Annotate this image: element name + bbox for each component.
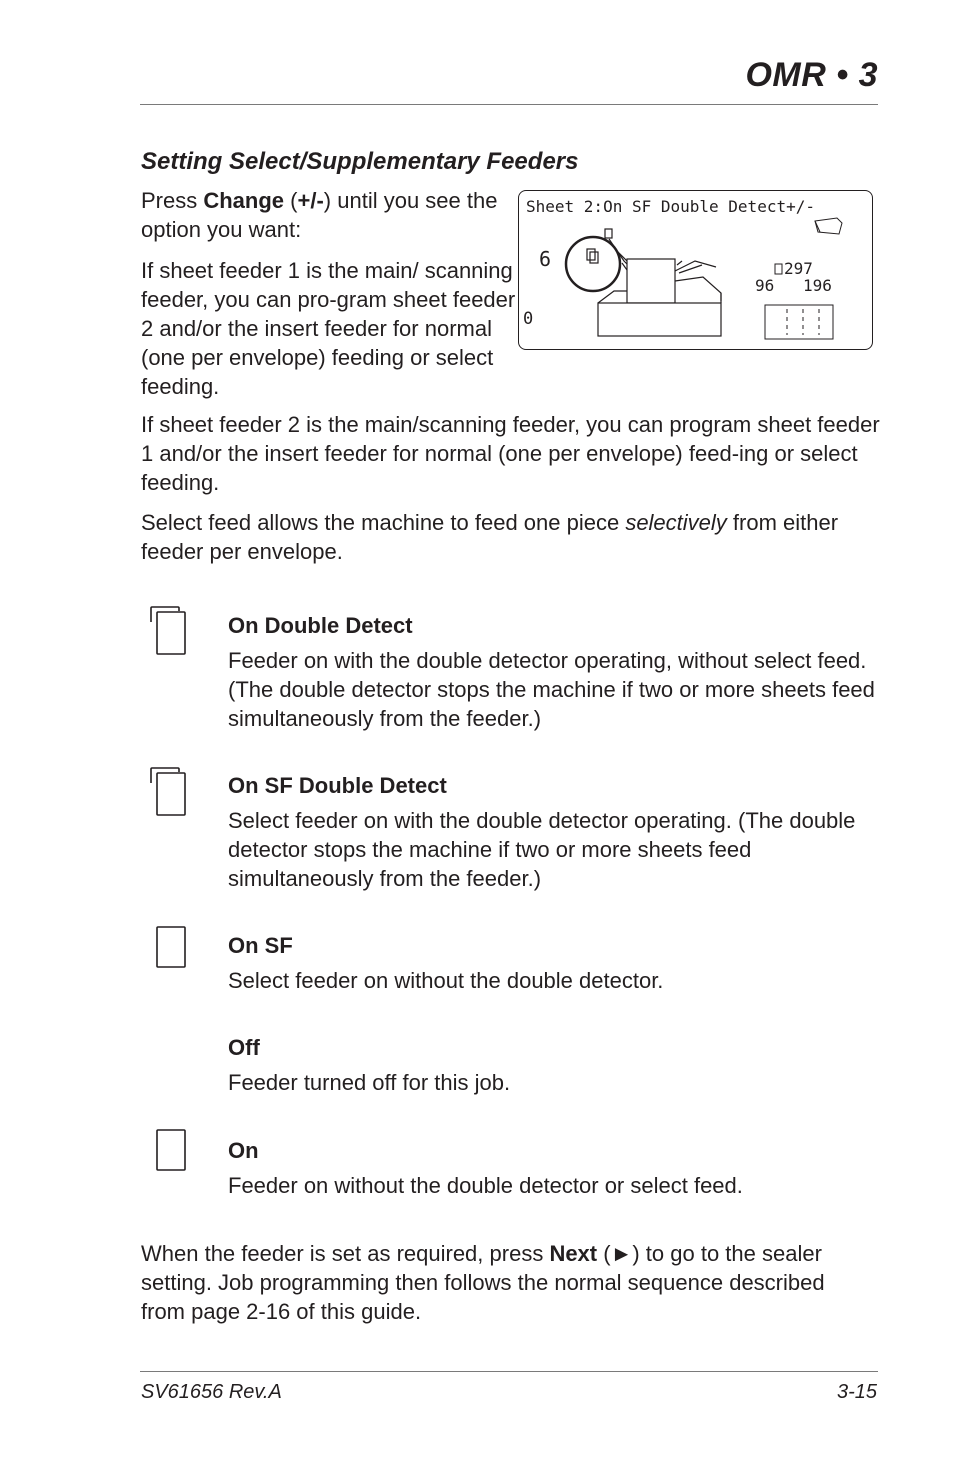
select-feed-paragraph	[141, 508, 881, 566]
lcd-bottom-left-number: 0	[523, 309, 534, 329]
folder-icon	[815, 218, 842, 234]
output-tray-graphic	[765, 305, 833, 339]
option-title-on-sf: On SF	[228, 933, 293, 958]
select-feed-emphasis: selectively	[625, 510, 727, 535]
change-key-label: Change	[203, 188, 285, 213]
footer-doc-id: SV61656 Rev.A	[141, 1381, 282, 1403]
closing-text-2: to go to the sealer setting. Job programming then follows the normal sequence described from page 2-16 of this guide.	[141, 1241, 825, 1324]
intro-press: Press	[141, 188, 204, 213]
single-sheet-icon	[150, 1129, 190, 1173]
option-desc-off: Feeder turned off for this job.	[228, 1070, 511, 1095]
option-desc-on-double-detect: Feeder on with the double detector operating, without select feed. (The double detector stops the machine if two or more sheets feed simultaneously from the feeder.)	[228, 648, 875, 731]
closing-text-1: When the feeder is set as required, press	[141, 1241, 550, 1266]
machine-diagram	[566, 229, 721, 336]
option-title-on-sf-double-detect: On SF Double Detect	[228, 773, 447, 798]
lcd-left-number: 6	[539, 247, 552, 271]
lcd-left-count: 96	[755, 276, 775, 295]
lcd-display-graphic	[519, 191, 874, 351]
sheet-feeder-1-paragraph: If sheet feeder 1 is the main/ scanning feeder, you can pro-gram sheet feeder 2 and/or the insert feeder for normal (one per envelope) feeding or select feeding.	[141, 258, 516, 399]
option-desc-on-sf-double-detect: Select feeder on with the double detector operating. (The double detector stops the machine if two or more sheets feed simultaneously from the feeder.)	[228, 808, 856, 891]
next-key-label: Next	[549, 1241, 598, 1266]
selected-feeder-circle	[566, 237, 620, 291]
counter-sheet-icon	[775, 264, 782, 274]
lcd-line1: Sheet 2:On SF Double Detect+/-	[526, 197, 815, 216]
select-feed-text-2: from either feeder per envelope.	[141, 510, 839, 564]
closing-arrow: (►)	[597, 1241, 640, 1266]
footer-rule	[140, 1371, 878, 1372]
single-sheet-icon	[150, 926, 190, 970]
option-desc-on-sf: Select feeder on without the double detector.	[228, 968, 664, 993]
section-title: Setting Select/Supplementary Feeders	[141, 148, 579, 175]
option-title-off: Off	[228, 1035, 260, 1060]
chapter-title: OMR • 3	[745, 56, 878, 94]
sheet-feeder-2-paragraph: If sheet feeder 2 is the main/scanning feeder, you can program sheet feeder 1 and/or the insert feeder for normal (one per envelope) feed-ing or select feeding.	[141, 412, 880, 495]
lcd-count: 297	[784, 259, 813, 278]
double-sheet-icon	[150, 767, 190, 819]
lcd-display	[518, 190, 873, 350]
select-feed-text-1: Select feed allows the machine to feed one piece	[141, 510, 626, 535]
intro-paragraph	[141, 186, 501, 244]
header-rule	[140, 104, 878, 105]
closing-paragraph	[141, 1239, 871, 1326]
footer-page-number: 3-15	[836, 1381, 877, 1403]
option-title-on-double-detect: On Double Detect	[228, 613, 413, 638]
option-desc-on: Feeder on without the double detector or select feed.	[228, 1173, 743, 1198]
plusminus-key-label: +/-	[297, 188, 324, 213]
intro-paren: (	[284, 188, 298, 213]
double-sheet-icon	[150, 606, 190, 658]
feeder-sheet-small	[587, 249, 595, 260]
intro-rest: ) until you see the option you want:	[141, 188, 498, 242]
option-title-on: On	[228, 1138, 259, 1163]
lcd-right-count: 196	[803, 276, 832, 295]
